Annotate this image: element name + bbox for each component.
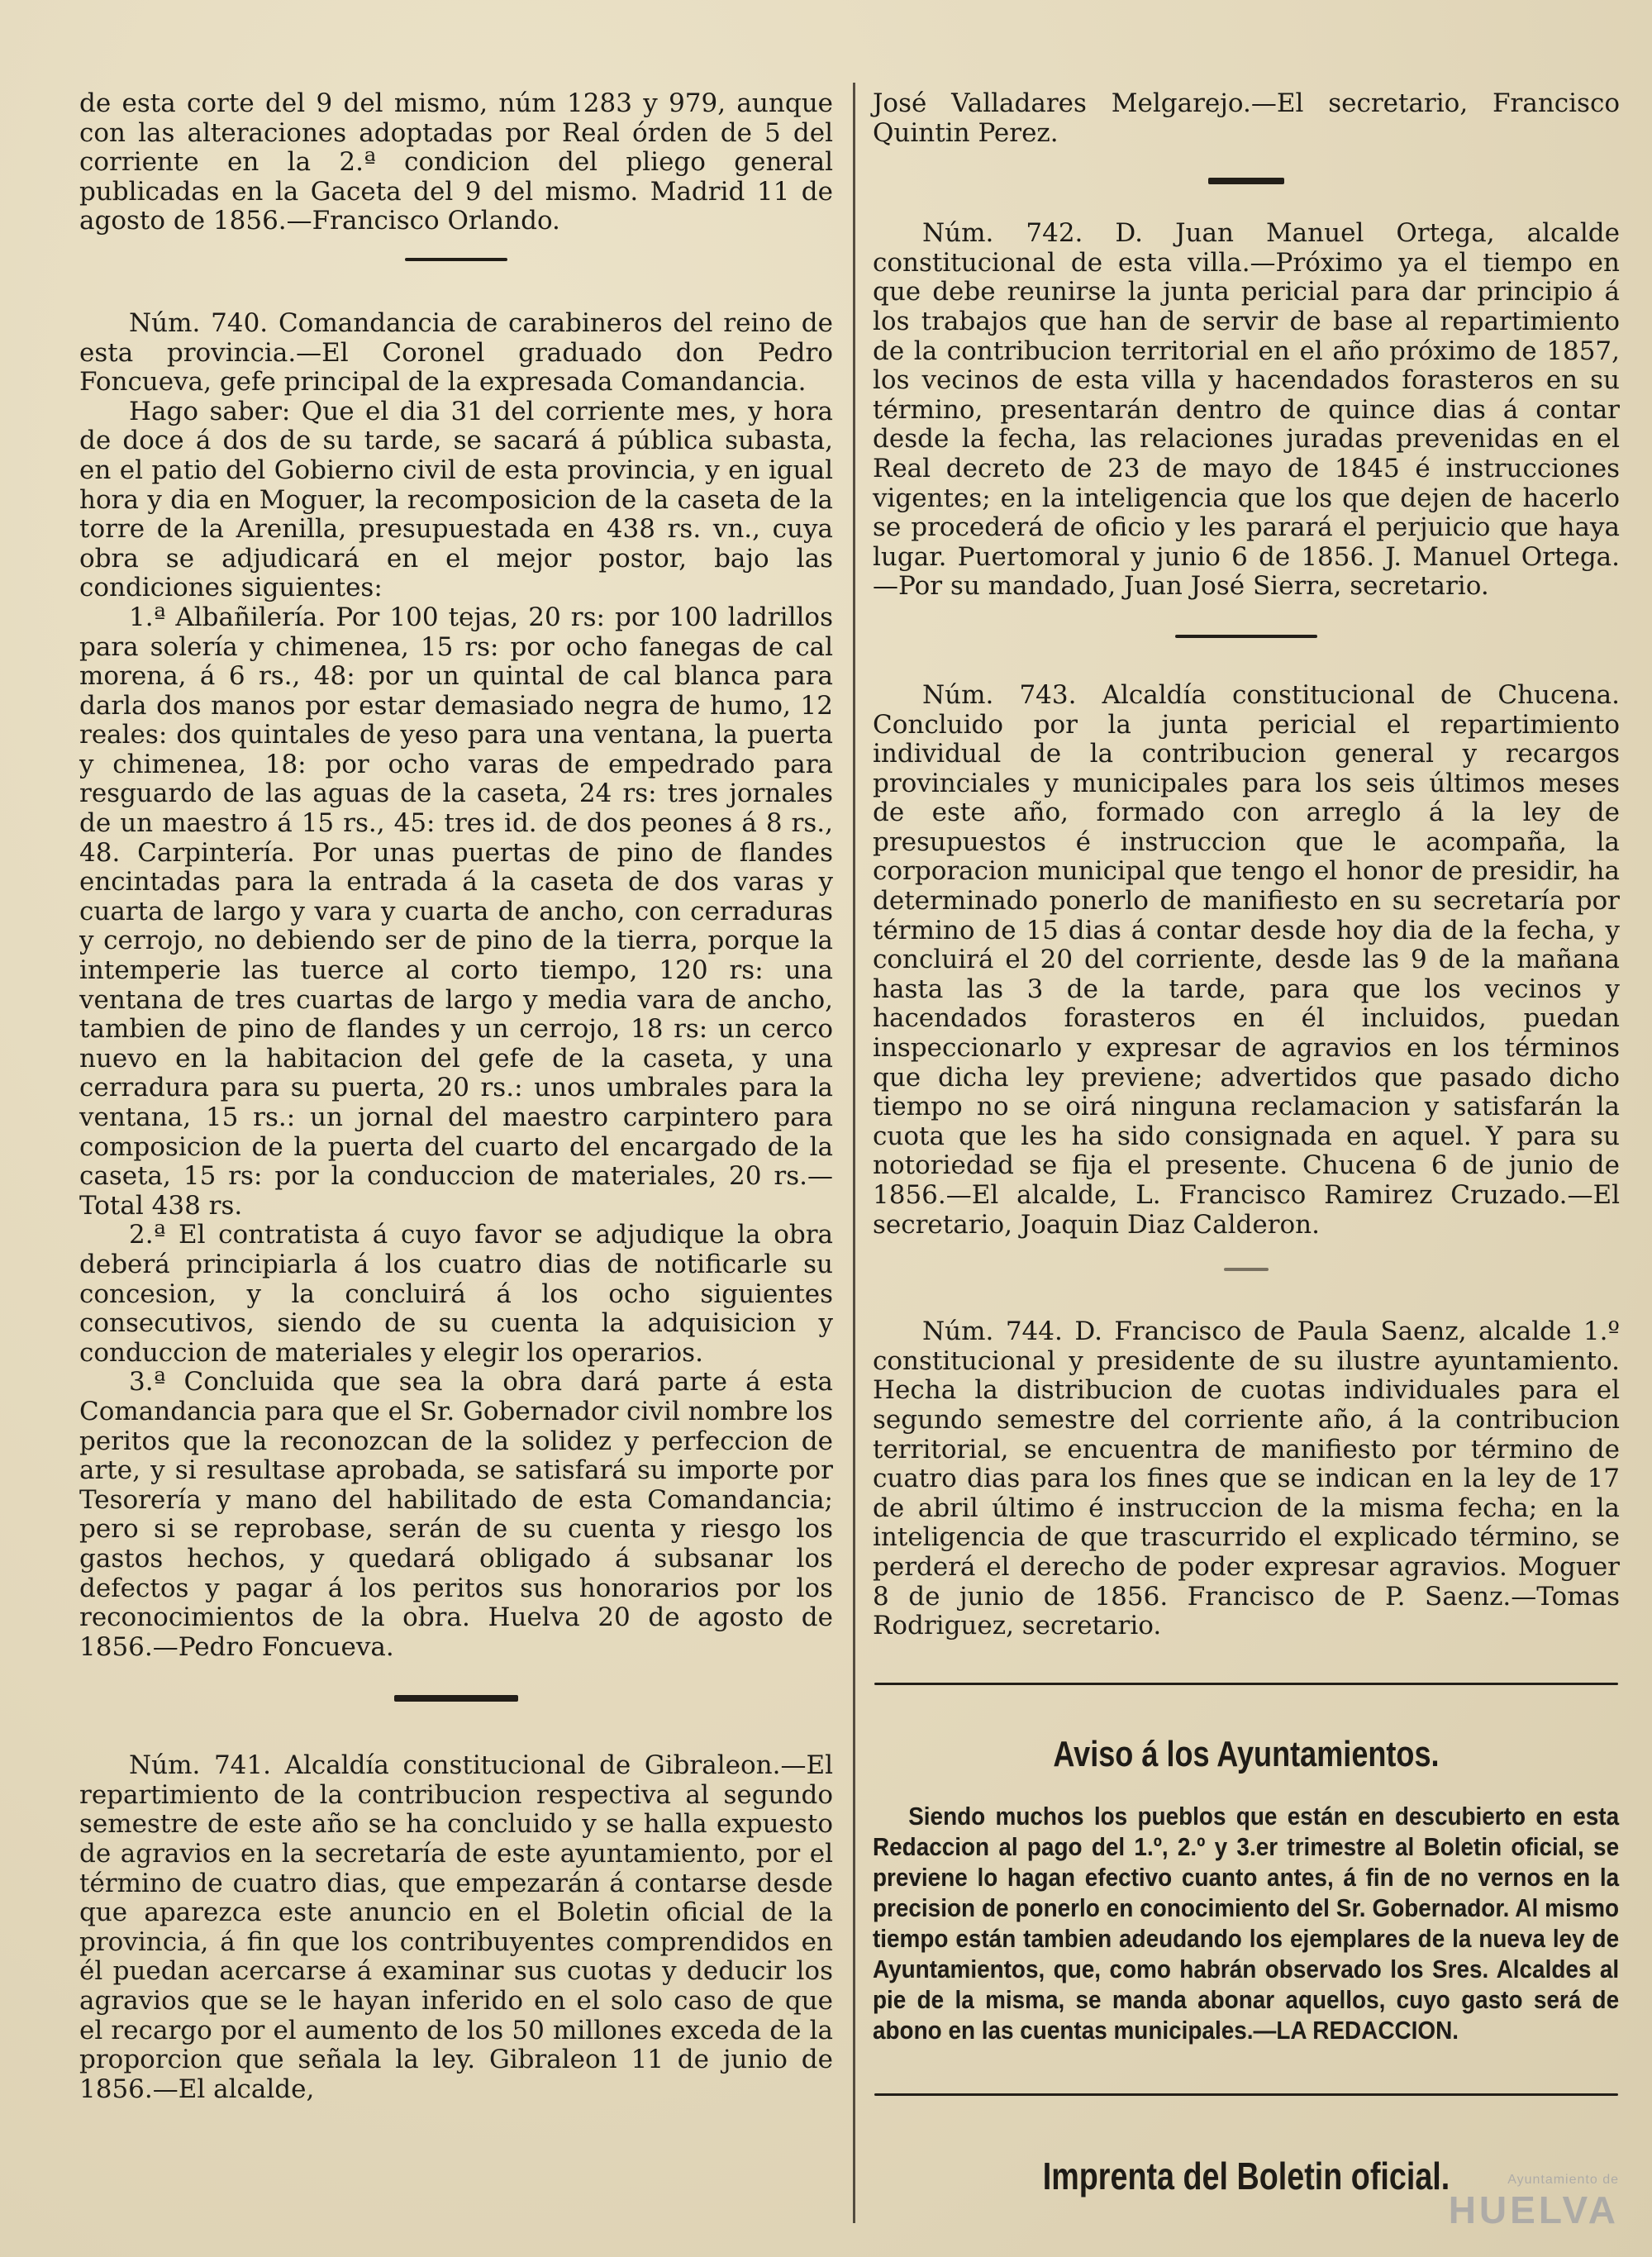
notice-740-condition-3: 3.ª Concluida que sea la obra dará parte á esta Comandancia para que el Sr. Gobernador civil nombre los peritos que la reconozcan de la solidez y perfeccion de arte, y si resultase aprobada, se satisfará su importe por Tesorería y mano del habilitado de esta Comandancia; pero si se reprobase, serán de su cuenta y riesgo los gastos hechos, y quedará obligado á subsanar los defectos y pagar á los peritos sus honorarios por los reconocimientos de la obra. Huelva 20 de agosto de 1856.—Pedro Foncueva. xyxy=(79,1367,834,1662)
full-width-rule xyxy=(874,2093,1618,2096)
right-column xyxy=(873,89,1620,2198)
notice-740-condition-2: 2.ª El contratista á cuyo favor se adjudique la obra deberá principiarla á los cuatro dias de notificarle su concesion, y la concluirá á los ocho siguientes consecutivos, siendo de su cuenta la adquisicion y conduccion de materiales y elegir los operarios. xyxy=(79,1220,833,1368)
continuation-paragraph-right: José Valladares Melgarejo.—El secretario, Francisco Quintin Perez. xyxy=(873,88,1620,148)
separator-rule xyxy=(1175,635,1317,638)
watermark-top: Ayuntamiento de xyxy=(1507,2173,1619,2187)
notice-742-text: Núm. 742. D. Juan Manuel Ortega, alcalde constitucional de esta villa.—Próximo ya el tiempo en que debe reunirse la junta pericial para dar principio á los trabajos que han de servir de base al repartimiento de la contribucion territorial en el año próximo de 1857, los vecinos de esta villa y hacendados forasteros en su término, presentarán dentro de quince dias á contar desde la fecha, las relaciones juradas prevenidas en el Real decreto de 23 de mayo de 1845 é instrucciones vigentes; en la inteligencia que los que dejen de hacerlo se procederá de oficio y les parará el perjuicio que haya lugar. Puertomoral y junio 6 de 1856. J. Manuel Ortega.—Por su mandado, Juan José Sierra, secretario. xyxy=(873,218,1620,602)
notice-742 xyxy=(873,219,1620,602)
notice-741-text: Núm. 741. Alcaldía constitucional de Gibraleon.—El repartimiento de la contribucion respectiva al segundo semestre de este año se ha concluido y se halla expuesto de agravios en la secretaría de este ayuntamiento, por el término de cuatro dias, que empezarán á contarse desde que aparezca este anuncio en el Boletin oficial de la provincia, á fin que los contribuyentes comprendidos en él puedan acercarse á examinar sus cuotas y deducir los agravios que se le hayan inferido en el solo caso de que el recargo por el aumento de los 50 millones exceda de la proporcion que señala la ley. Gibraleon 11 de junio de 1856.—El alcalde, xyxy=(79,1750,833,2104)
separator-rule xyxy=(405,258,507,261)
separator-ornament-small xyxy=(1224,1268,1269,1271)
archive-watermark xyxy=(1449,2173,1619,2232)
notice-740 xyxy=(79,309,833,1662)
notice-744-text: Núm. 744. D. Francisco de Paula Saenz, alcalde 1.º constitucional y presidente de su ilustre ayuntamiento. Hecha la distribucion de cuotas individuales para el segundo semestre del corriente año, á la contribucion territorial, se encuentra de manifiesto por término de cuatro dias para los fines que se indican en la ley de 17 de abril último é instruccion de la misma fecha; en la inteligencia de que trascurrido el explicado término, se perderá el derecho de poder expresar agravios. Moguer 8 de junio de 1856. Francisco de P. Saenz.—Tomas Rodriguez, secretario. xyxy=(873,1317,1620,1641)
watermark-main: HUELVA xyxy=(1448,2188,1619,2231)
column-divider xyxy=(853,83,855,2223)
notice-743 xyxy=(873,681,1620,1240)
aviso-heading: Aviso á los Ayuntamientos. xyxy=(1053,1733,1440,1774)
notice-740-intro: Hago saber: Que el dia 31 del corriente mes, y hora de doce á dos de su tarde, se sacará á pública subasta, en el patio del Gobierno civil de esta provincia, y en igual hora y dia en Moguer, la recomposicion de la caseta de la torre de la Arenilla, presupuestada en 438 rs. vn., cuya obra se adjudicará en el mejor postor, bajo las condiciones siguientes: xyxy=(79,396,833,603)
notice-740-condition-1: 1.ª Albañilería. Por 100 tejas, 20 rs: por 100 ladrillos para solería y chimenea, 15 rs: por ocho fanegas de cal morena, á 6 rs., 48: por un quintal de cal blanca para darla dos manos por estar demasiado negra de humo, 12 reales: dos quintales de yeso para una ventana, la puerta y chimenea, 18: por ocho varas de empedrado para resguardo de las aguas de la caseta, 24 rs: tres jornales de un maestro á 15 rs., 45: tres id. de dos peones á 8 rs., 48. Carpintería. Por unas puertas de pino de flandes encintadas para la entrada á la caseta de dos varas y cuarta de largo y vara y cuarta de ancho, con cerraduras y cerrojo, no debiendo ser de pino de la tierra, porque la intemperie las tuerce al corto tiempo, 120 rs: una ventana de tres cuartas de largo y media vara de ancho, tambien de pino de flandes y un cerrojo, 18 rs: un cerco nuevo en la habitacion del gefe de la caseta, y una cerradura para su puerta, 20 rs.: unos umbrales para la ventana, 15 rs.: un jornal del maestro carpintero para composicion de la puerta del cuarto del encargado de la caseta, 15 rs: por la conduccion de materiales, 20 rs.—Total 438 rs. xyxy=(79,602,833,1221)
notice-741 xyxy=(79,1751,833,2104)
imprenta-footer: Imprenta del Boletin oficial. xyxy=(1042,2154,1450,2197)
aviso-body: Siendo muchos los pueblos que están en descubierto en esta Redaccion al pago del 1.º, 2.º y 3.er trimestre al Boletin oficial, se previene lo hagan efectivo cuanto antes, á fin de no vernos en la precision de ponerlo en conocimiento del Sr. Gobernador. Al mismo tiempo están tambien adeudando los ejemplares de la nueva ley de Ayuntamientos, que, como habrán observado los Sres. Alcaldes al pie de la misma, se manda abonar aquellos, cuyo gasto será de abono en las cuentas municipales.—LA REDACCION. xyxy=(873,1801,1620,2045)
full-width-rule xyxy=(874,1683,1618,1685)
separator-ornament xyxy=(394,1695,518,1702)
notice-740-header: Núm. 740. Comandancia de carabineros del reino de esta provincia.—El Coronel graduado don Pedro Foncueva, gefe principal de la expresada Comandancia. xyxy=(79,307,833,398)
continuation-paragraph-left: de esta corte del 9 del mismo, núm 1283 y 979, aunque con las alteraciones adoptadas por Real órden de 5 del corriente en la 2.ª condicion del pliego general publicadas en la Gaceta del 9 del mismo. Madrid 11 de agosto de 1856.—Francisco Orlando. xyxy=(79,88,833,236)
left-column xyxy=(79,89,833,2104)
notice-744 xyxy=(873,1317,1620,1641)
separator-ornament xyxy=(1208,178,1284,184)
notice-743-text: Núm. 743. Alcaldía constitucional de Chucena. Concluido por la junta pericial el repartimiento individual de la contribucion general y recargos provinciales y municipales para los seis últimos meses de este año, formado con arreglo á la ley de presupuestos é instruccion que le acompaña, la corporacion municipal que tengo el honor de presidir, ha determinado ponerlo de manifiesto en su secretaría por término de 15 dias á contar desde hoy dia de la fecha, y concluirá el 20 del corriente, desde las 9 de la mañana hasta las 3 de la tarde, para que los vecinos y hacendados forasteros en él incluidos, puedan inspeccionarlo y expresar de agravios en los términos que dicha ley previene; advertidos que pasado dicho tiempo no se oirá ninguna reclamacion y satisfarán la cuota que les ha sido consignada en aquel. Y para su notoriedad se fija el presente. Chucena 6 de junio de 1856.—El alcalde, L. Francisco Ramirez Cruzado.—El secretario, Joaquin Diaz Calderon. xyxy=(873,679,1620,1240)
